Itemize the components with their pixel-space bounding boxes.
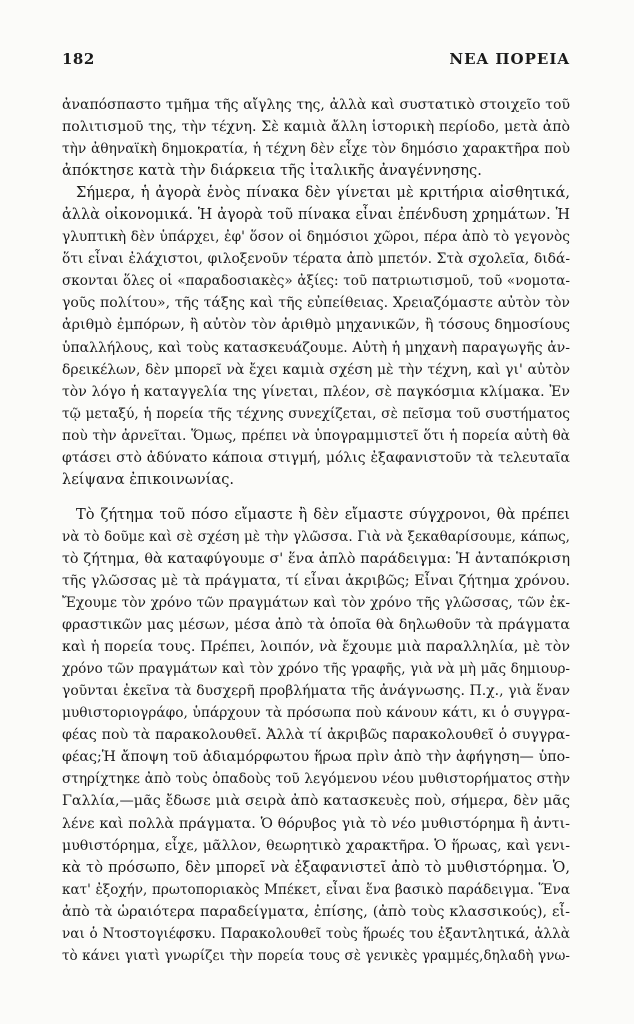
text-line: Σήμερα, ἡ ἀγορὰ ἑνὸς πίνακα δὲν γίνεται μὲ κριτήρια αἰσθητικά, xyxy=(76,184,570,202)
text-line: τὴν ἀθηναϊκὴ δημοκρατία, ἡ τέχνη δὲν εἶχε τὸν δημόσιο χαρακτῆρα ποὺ xyxy=(62,141,570,158)
text-line: στηρίχτηκε ἀπὸ τοὺς ὁπαδοὺς τοῦ λεγόμενου νέου μυθιστορήματος στὴν xyxy=(62,771,570,788)
text-line: λείψανα ἐπικοινωνίας. xyxy=(62,470,235,488)
text-line: ὑπαλλήλους, καὶ τοὺς κατασκευάζουμε. Αὐτὴ ἡ μηχανὴ παραγωγῆς ἀν- xyxy=(62,339,570,356)
text-line: ἀπὸ τὰ ὡραιότερα παραδείγματα, ἐπίσης, (ἀπὸ τοὺς κλασσικούς), εἶ- xyxy=(62,903,570,920)
text-line: γοῦς πολίτου», τῆς τάξης καὶ τῆς εὐπείθειας. Χρειαζόμαστε αὐτὸν τὸν xyxy=(62,295,570,312)
text-line: καὶ ἡ πορεία τους. Πρέπει, λοιπόν, νὰ ἔχουμε μιὰ παραλληλία, μὲ τὸν xyxy=(62,639,570,656)
paragraph-spacer xyxy=(62,491,570,504)
text-line: Γαλλία,—μᾶς ἔδωσε μιὰ σειρὰ ἀπὸ κατασκευὲς ποὺ, σήμερα, δὲν μᾶς xyxy=(62,793,570,810)
text-line: πολιτισμοῦ της, τὴν τέχνη. Σὲ καμιὰ ἄλλη ἱστορικὴ περίοδο, μετὰ ἀπὸ xyxy=(62,119,570,136)
text-line: τῆς γλῶσσας μὲ τὰ πράγματα, τί εἶναι ἀκριβῶς; Εἶναι ζήτημα χρόνου. xyxy=(62,572,570,589)
text-line: τῷ μεταξύ, ἡ πορεία τῆς τέχνης συνεχίζεται, σὲ πεῖσμα τοῦ συστήματος xyxy=(62,405,570,422)
text-line: δρεικέλων, δὲν μπορεῖ νὰ ἔχει καμιὰ σχέση μὲ τὴν τέχνη, καὶ γι' αὐτὸν xyxy=(62,361,570,378)
text-line: σκονται ὅλες οἱ «παραδοσιακὲς» ἀξίες: τοῦ πατριωτισμοῦ, τοῦ «νομοτα- xyxy=(62,273,570,290)
text-line: Ἔχουμε τὸν χρόνο τῶν πραγμάτων καὶ τὸν χρόνο τῆς γλῶσσας, τῶν ἐκ- xyxy=(62,595,570,612)
running-title: ΝΕΑ ΠΟΡΕΙΑ xyxy=(449,50,570,68)
text-line: φέας ποὺ τὰ παρακολουθεῖ. Ἀλλὰ τί ἀκριβῶς παρακολουθεῖ ὁ συγγρα- xyxy=(62,727,570,744)
text-line: κατ' ἐξοχήν, πρωτοποριακὸς Μπέκετ, εἶναι ἕνα βασικὸ παράδειγμα. Ἕνα xyxy=(62,881,570,898)
text-line: μυθιστόρημα, εἶχε, μᾶλλον, θεωρητικὸ χαρακτῆρα. Ὁ ἥρωας, καὶ γενι- xyxy=(62,837,570,854)
text-line: φέας;Ἡ ἄποψη τοῦ ἀδιαμόρφωτου ἥρωα πρὶν ἀπὸ τὴν ἀφήγηση— ὑπο- xyxy=(62,749,570,766)
page-header xyxy=(62,50,570,68)
text-line: λένε καὶ πολλὰ πράγματα. Ὁ θόρυβος γιὰ τὸ νέο μυθιστόρημα ἢ ἀντι- xyxy=(62,815,570,832)
text-line: ναι ὁ Ντοστογιέφσκυ. Παρακολουθεῖ τοὺς ἥρωές του ἐξαντλητικά, ἀλλὰ xyxy=(62,925,570,942)
text-line: γλυπτικὴ δὲν ὑπάρχει, ἐφ' ὅσον οἱ δημόσιοι χῶροι, πέρα ἀπὸ τὸ γεγονὸς xyxy=(62,229,570,246)
paragraph xyxy=(62,94,570,182)
text-line: ποὺ τὴν ἀρνεῖται. Ὅμως, πρέπει νὰ ὑπογραμμιστεῖ ὅτι ἡ πορεία αὐτὴ θὰ xyxy=(62,427,570,444)
text-line: γοῦνται ἐκεῖνα τὰ δυσχερῆ προβλήματα τῆς ἀνάγνωσης. Π.χ., γιὰ ἕναν xyxy=(62,683,570,700)
text-line: τὸ κάνει γιατὶ γνωρίζει τὴν πορεία τους σὲ γενικὲς γραμμές,δηλαδὴ γνω- xyxy=(62,947,570,964)
text-line: Τὸ ζήτημα τοῦ πόσο εἴμαστε ἢ δὲν εἴμαστε σύγχρονοι, θὰ πρέπει xyxy=(76,505,570,523)
paragraph xyxy=(62,182,570,491)
body-text xyxy=(62,94,570,967)
text-line: χρόνο τῶν πραγμάτων καὶ τὸν χρόνο τῆς γραφῆς, γιὰ νὰ μὴ μᾶς δημιουρ- xyxy=(62,661,570,678)
text-line: τὸ ζήτημα, θὰ καταφύγουμε σ' ἕνα ἁπλὸ παράδειγμα: Ἡ ἀνταπόκριση xyxy=(62,550,570,567)
text-line: ἀριθμὸ ἐμπόρων, ἢ αὐτὸν τὸν ἀριθμὸ μηχανικῶν, ἢ τόσους δημοσίους xyxy=(62,317,570,334)
text-line: φραστικῶν μας μέσων, μέσα ἀπὸ τὰ ὁποῖα θὰ δηλωθοῦν τὰ πράγματα xyxy=(62,617,570,634)
text-line: ὅτι εἶναι ἐλάχιστοι, φιλοξενοῦν τέρατα ἀπὸ μπετόν. Στὰ σχολεῖα, διδά- xyxy=(62,251,570,268)
text-line: κὰ τὸ πρόσωπο, δὲν μπορεῖ νὰ ἐξαφανιστεῖ ἀπὸ τὸ μυθιστόρημα. Ὁ, xyxy=(62,858,570,876)
text-line: νὰ τὸ δοῦμε καὶ σὲ σχέση μὲ τὴν γλῶσσα. Γιὰ νὰ ξεκαθαρίσουμε, κάπως, xyxy=(62,528,570,545)
paragraph xyxy=(62,504,570,967)
page-number: 182 xyxy=(62,50,95,68)
text-line: ἀναπόσπαστο τμῆμα τῆς αἴγλης της, ἀλλὰ καὶ συστατικὸ στοιχεῖο τοῦ xyxy=(62,97,570,113)
text-line: τὸν λόγο ἡ καταγγελία της γίνεται, πλέον, σὲ παγκόσμια κλίμακα. Ἐν xyxy=(62,383,570,400)
text-line: ἀλλὰ οἰκονομικά. Ἡ ἀγορὰ τοῦ πίνακα εἶναι ἐπένδυση χρημάτων. Ἡ xyxy=(62,207,570,224)
text-line: μυθιστοριογράφο, ὑπάρχουν τὰ πρόσωπα ποὺ κάνουν κάτι, κι ὁ συγγρα- xyxy=(62,705,570,722)
text-line: ἀπόκτησε κατὰ τὴν διάρκεια τῆς ἰταλικῆς ἀναγέννησης. xyxy=(62,162,482,180)
text-line: φτάσει στὸ ἀδύνατο κάποια στιγμή, μόλις ἐξαφανιστοῦν τὰ τελευταῖα xyxy=(62,449,570,466)
